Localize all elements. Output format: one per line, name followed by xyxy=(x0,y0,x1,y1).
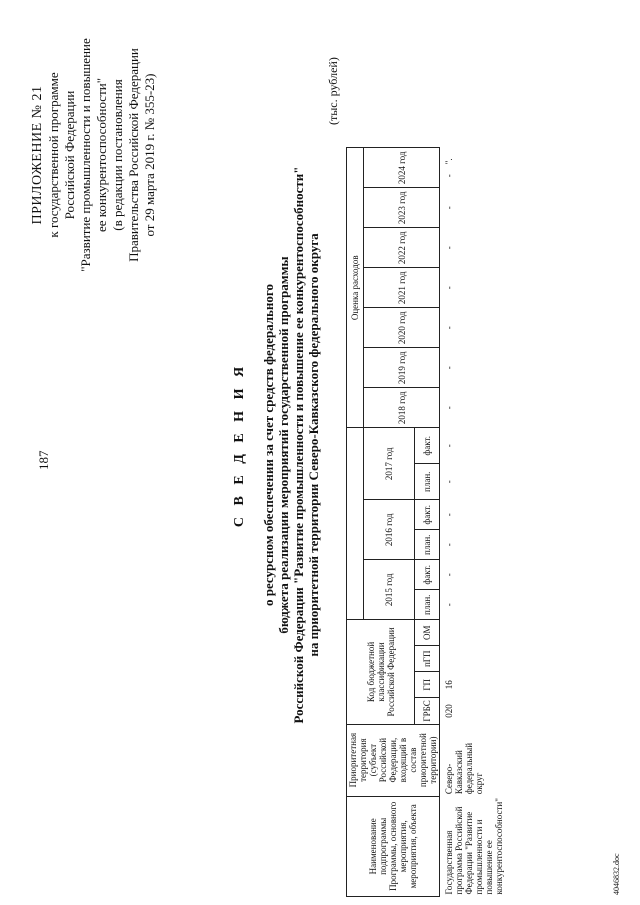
row-value: - xyxy=(444,603,454,607)
page-number: 187 xyxy=(36,450,51,470)
row-value: - xyxy=(444,480,454,484)
header-code-grbs: ГРБС xyxy=(415,698,440,724)
header-year: 2024 год xyxy=(364,148,440,188)
appendix-line: "Развитие промышленности и повышение xyxy=(78,38,93,272)
header-fact: факт. xyxy=(415,428,440,464)
row-gp: 16 xyxy=(444,680,454,690)
header-territory: Приоритетная территория (субъект Российской Федерации, входящий в состав приоритетной территории) xyxy=(347,724,440,796)
appendix-line: к государственной программе xyxy=(46,72,61,238)
header-plan: план. xyxy=(415,590,440,620)
row-territory: Северо-Кавказский федеральный округ xyxy=(444,742,484,795)
header-year: 2023 год xyxy=(364,188,440,228)
appendix-line: Российской Федерации xyxy=(62,90,77,220)
header-year-2016: 2016 год xyxy=(364,500,415,560)
row-value: - xyxy=(444,543,454,547)
table-row xyxy=(440,148,520,897)
header-year: 2020 год xyxy=(364,308,440,348)
header-year: 2021 год xyxy=(364,268,440,308)
row-value: - xyxy=(444,513,454,517)
row-pgp xyxy=(440,646,520,672)
appendix-line: от 29 марта 2019 г. № 355-23) xyxy=(142,73,157,237)
heading-line: бюджета реализации мероприятий государственной программы xyxy=(276,256,291,634)
heading-line: на приоритетной территории Северо-Кавказского федерального округа xyxy=(306,233,321,657)
row-value-2024: ". xyxy=(444,158,454,165)
header-year-2015: 2015 год xyxy=(364,560,415,620)
document-heading xyxy=(232,55,321,835)
units-label: (тыс. рублей) xyxy=(326,57,340,125)
row-grbs: 020 xyxy=(444,704,454,718)
row-name: Государственная программа Российской Федерации "Развитие промышленности и повышение ее конкурентоспособности" xyxy=(444,798,504,895)
row-value: - xyxy=(444,444,454,448)
appendix-line: Правительства Российской Федерации xyxy=(126,48,141,262)
header-year: 2019 год xyxy=(364,348,440,388)
row-value: - xyxy=(444,246,454,250)
row-value: -". xyxy=(444,158,454,178)
header-year: 2018 год xyxy=(364,388,440,428)
header-year-2017: 2017 год xyxy=(364,428,415,500)
row-value: - xyxy=(444,406,454,410)
header-code-om: ОМ xyxy=(415,620,440,646)
heading-line: о ресурсном обеспечении за счет средств федерального xyxy=(261,284,276,606)
row-om xyxy=(440,620,520,646)
header-fact: факт. xyxy=(415,500,440,530)
appendix-block xyxy=(30,15,158,295)
appendix-title: ПРИЛОЖЕНИЕ № 21 xyxy=(30,85,45,225)
header-plan: план. xyxy=(415,530,440,560)
appendix-line: (в редакции постановления xyxy=(110,79,125,231)
file-name: 4046832.doc xyxy=(612,853,621,895)
appendix-line: ее конкурентоспособности" xyxy=(94,77,109,233)
header-code-pgp: пГП xyxy=(415,646,440,672)
row-value: - xyxy=(444,326,454,330)
row-value: - xyxy=(444,286,454,290)
header-spacer xyxy=(347,428,364,620)
row-value: - xyxy=(444,206,454,210)
header-plan: план. xyxy=(415,464,440,500)
header-budget-code: Код бюджетной классификации Российской Федерации xyxy=(347,620,415,724)
header-fact: факт. xyxy=(415,560,440,590)
header-year: 2022 год xyxy=(364,228,440,268)
header-name: Наименование подпрограммы Программы, основного мероприятия, мероприятия, объекта xyxy=(347,796,440,896)
heading-title: С В Е Д Е Н И Я xyxy=(232,362,247,528)
heading-line: Российской Федерации "Развитие промышленности и повышение ее конкурентоспособности" xyxy=(291,166,306,724)
resource-table xyxy=(346,147,519,897)
row-value: - xyxy=(444,366,454,370)
header-code-gp: ГП xyxy=(415,672,440,698)
header-estimate: Оценка расходов xyxy=(347,148,364,428)
row-value: - xyxy=(444,573,454,577)
